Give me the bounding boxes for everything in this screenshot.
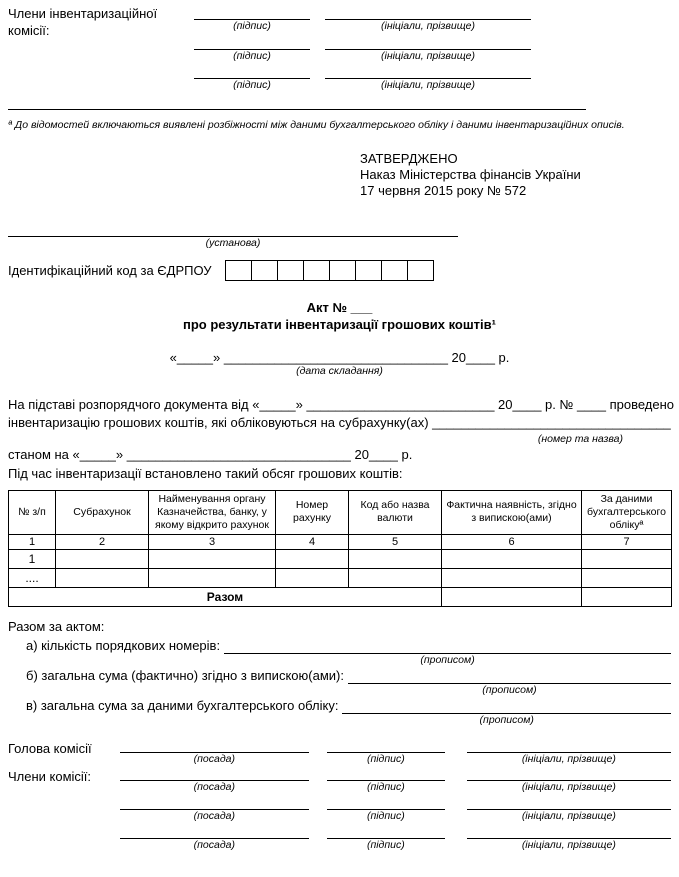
column-number-cell: 3: [149, 534, 276, 549]
body-line2: інвентаризацію грошових коштів, які обліковуються на субрахунку(ах) _________________________________: [8, 415, 671, 431]
total-item-field[interactable]: [348, 670, 671, 697]
table-cell[interactable]: [442, 587, 582, 606]
name-line[interactable]: [467, 767, 671, 781]
name-line[interactable]: [325, 6, 531, 20]
document-title: [8, 299, 671, 334]
column-number-cell: 2: [56, 534, 149, 549]
edrpou-box[interactable]: [277, 260, 304, 281]
signature-line[interactable]: [327, 767, 445, 781]
institution-caption: (установа): [205, 237, 261, 250]
edrpou-box[interactable]: [251, 260, 278, 281]
column-number-row: [9, 534, 672, 549]
table-cell[interactable]: ....: [9, 568, 56, 587]
edrpou-box[interactable]: [381, 260, 408, 281]
role-spacer: [8, 796, 120, 823]
name-caption: (ініціали, прізвище): [380, 79, 476, 92]
table-cell[interactable]: [582, 549, 672, 568]
table-header-cell: Код або назва валюти: [349, 490, 442, 534]
total-item-field[interactable]: [224, 640, 671, 667]
position-field[interactable]: [120, 767, 309, 794]
institution-line[interactable]: [8, 223, 458, 237]
name-field[interactable]: [325, 6, 531, 33]
total-item-line[interactable]: [224, 640, 671, 654]
table-total-row: [9, 587, 672, 606]
column-number-cell: 7: [582, 534, 672, 549]
name-line[interactable]: [467, 796, 671, 810]
total-item-caption: (прописом): [479, 714, 534, 727]
approved-line3: 17 червня 2015 року № 572: [360, 183, 527, 199]
name-caption: (ініціали, прізвище): [521, 838, 616, 851]
signature-caption: (підпис): [366, 809, 405, 822]
commission-signature-row: [194, 6, 671, 33]
table-cell[interactable]: [349, 568, 442, 587]
footnote-text: ª До відомостей включаються виявлені розбіжності між даними бухгалтерського обліку і даними інвентаризаційних описів.: [8, 118, 625, 131]
date-block: [8, 350, 671, 378]
approved-block: [360, 151, 671, 200]
title-line2: про результати інвентаризації грошових коштів¹: [183, 317, 496, 333]
table-header-row: [9, 490, 672, 534]
signature-line[interactable]: [327, 825, 445, 839]
table-cell[interactable]: [276, 568, 349, 587]
position-caption: (посада): [193, 809, 235, 822]
table-cell[interactable]: [582, 568, 672, 587]
signature-caption: (підпис): [366, 781, 405, 794]
signature-field[interactable]: [194, 6, 310, 33]
signature-row-member: [8, 796, 671, 823]
table-cell[interactable]: [442, 549, 582, 568]
name-caption: (ініціали, прізвище): [521, 809, 616, 822]
table-cell[interactable]: [149, 549, 276, 568]
commission-top-label: Члени інвентаризаційної комісії:: [8, 6, 158, 38]
totals-section: [8, 619, 671, 727]
signature-field[interactable]: [327, 767, 445, 794]
date-line[interactable]: «_____» _______________________________ 20____ р.: [169, 350, 510, 366]
table-cell[interactable]: [442, 568, 582, 587]
name-caption: (ініціали, прізвище): [521, 781, 616, 794]
total-item: [8, 638, 671, 667]
name-caption: (ініціали, прізвище): [521, 752, 616, 765]
role-spacer: [8, 825, 120, 852]
table-cell[interactable]: [56, 568, 149, 587]
name-field[interactable]: [467, 767, 671, 794]
total-item-caption: (прописом): [482, 684, 537, 697]
signature-field[interactable]: [194, 36, 310, 63]
name-line[interactable]: [467, 739, 671, 753]
table-cell[interactable]: [56, 549, 149, 568]
signature-row-head: [8, 739, 671, 766]
total-item-field[interactable]: [342, 700, 671, 727]
position-line[interactable]: [120, 825, 309, 839]
signature-caption: (підпис): [233, 20, 271, 32]
inventory-table: [8, 490, 672, 607]
table-header-cell: Номер рахунку: [276, 490, 349, 534]
commission-top-section: [8, 6, 671, 95]
total-item-label: а) кількість порядкових номерів:: [26, 637, 221, 653]
table-cell[interactable]: [149, 568, 276, 587]
position-field[interactable]: [120, 796, 309, 823]
position-caption: (посада): [193, 752, 235, 765]
table-cell[interactable]: [582, 587, 672, 606]
table-cell[interactable]: 1: [9, 549, 56, 568]
column-number-cell: 4: [276, 534, 349, 549]
body-line1: На підставі розпорядчого документа від «_____» __________________________ 20____ р. № ____ проведено: [8, 396, 675, 412]
signature-line[interactable]: [194, 36, 310, 50]
position-caption: (посада): [193, 781, 235, 794]
table-header-cell: За даними бухгалтерського облікуª: [582, 490, 672, 534]
edrpou-box[interactable]: [355, 260, 382, 281]
body-line3: станом на «_____» _______________________________ 20____ р.: [8, 446, 413, 462]
signature-field[interactable]: [327, 825, 445, 852]
approved-line1: ЗАТВЕРДЖЕНО: [360, 150, 458, 166]
edrpou-box[interactable]: [329, 260, 356, 281]
table-row: [9, 568, 672, 587]
name-caption: (ініціали, прізвище): [380, 20, 476, 32]
table-row: [9, 549, 672, 568]
body-line4: Під час інвентаризації встановлено такий обсяг грошових коштів:: [8, 465, 403, 481]
signature-caption: (підпис): [366, 838, 405, 851]
name-field[interactable]: [467, 825, 671, 852]
signature-caption: (підпис): [233, 79, 271, 92]
position-line[interactable]: [120, 739, 309, 753]
name-field[interactable]: [467, 739, 671, 766]
edrpou-box[interactable]: [225, 260, 252, 281]
table-header-cell: Субрахунок: [56, 490, 149, 534]
position-line[interactable]: [120, 796, 309, 810]
signature-field[interactable]: [327, 796, 445, 823]
commission-top-rows: [194, 6, 671, 95]
signature-caption: (підпис): [233, 49, 271, 62]
total-item-label: б) загальна сума (фактично) згідно з випискою(ами):: [26, 667, 344, 683]
name-field[interactable]: [467, 796, 671, 823]
name-line[interactable]: [325, 65, 531, 79]
signature-field[interactable]: [194, 65, 310, 92]
edrpou-label: Ідентифікаційний код за ЄДРПОУ: [8, 262, 212, 278]
signature-line[interactable]: [327, 796, 445, 810]
column-number-cell: 6: [442, 534, 582, 549]
separator-line: [8, 109, 586, 110]
edrpou-box[interactable]: [407, 260, 434, 281]
body-text: [8, 396, 675, 484]
table-header-cell: Найменування органу Казначейства, банку, у якому відкрито рахунок: [149, 490, 276, 534]
total-item-label: в) загальна сума за даними бухгалтерського обліку:: [26, 697, 339, 713]
table-cell[interactable]: [276, 549, 349, 568]
signature-row-member: [8, 767, 671, 794]
date-caption: (дата складання): [296, 365, 383, 378]
name-caption: (ініціали, прізвище): [380, 49, 476, 62]
total-item-line[interactable]: [348, 670, 671, 684]
total-item-line[interactable]: [342, 700, 671, 714]
commission-signature-row: [194, 65, 671, 92]
members-of-commission-label: Члени комісії:: [8, 769, 92, 785]
name-field[interactable]: [325, 65, 531, 92]
total-label-cell: Разом: [9, 587, 442, 606]
title-line1: Акт № ___: [306, 299, 373, 315]
column-number-cell: 5: [349, 534, 442, 549]
table-header-cell: № з/п: [9, 490, 56, 534]
position-caption: (посада): [193, 838, 235, 851]
signatures-section: [8, 739, 671, 851]
signature-line[interactable]: [194, 6, 310, 20]
total-item-caption: (прописом): [420, 654, 475, 667]
signature-caption: (підпис): [366, 752, 405, 765]
total-item: [8, 698, 671, 727]
institution-field: [8, 223, 458, 250]
table-header-cell: Фактична наявність, згідно з випискою(ами): [442, 490, 582, 534]
edrpou-box[interactable]: [303, 260, 330, 281]
commission-signature-row: [194, 36, 671, 63]
name-line[interactable]: [325, 36, 531, 50]
signature-line[interactable]: [194, 65, 310, 79]
signature-row-member: [8, 825, 671, 852]
approved-line2: Наказ Міністерства фінансів України: [360, 166, 581, 182]
edrpou-boxes: [226, 260, 434, 281]
position-field[interactable]: [120, 825, 309, 852]
edrpou-row: [8, 260, 671, 281]
signature-field[interactable]: [327, 739, 445, 766]
position-field[interactable]: [120, 739, 309, 766]
head-of-commission-label: Голова комісії: [8, 740, 92, 756]
total-item: [8, 668, 671, 697]
account-number-caption: (номер та назва): [537, 433, 623, 446]
name-field[interactable]: [325, 36, 531, 63]
column-number-cell: 1: [9, 534, 56, 549]
name-line[interactable]: [467, 825, 671, 839]
table-cell[interactable]: [349, 549, 442, 568]
position-line[interactable]: [120, 767, 309, 781]
totals-heading: Разом за актом:: [8, 618, 105, 634]
signature-line[interactable]: [327, 739, 445, 753]
